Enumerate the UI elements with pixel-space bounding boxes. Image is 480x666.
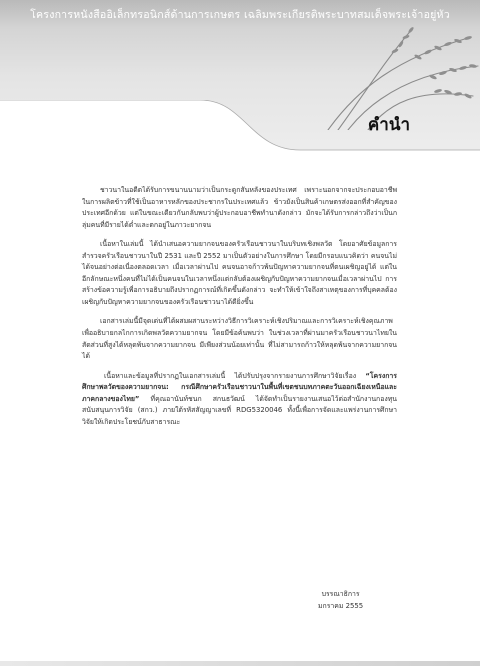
paragraph-4-details: ที่คุณอานันท์ชนก สกนธวัฒน์ ได้จัดทำเป็นรายงานเสนอไว้ต่อสำนักงานกองทุนสนับสนุนการวิจัย (สกว.) ภายใต้รหัสสัญญาเลขที่ RDG5320046 ทั้งนี้เพื่อการจัดและแพร่งานการศึกษาวิจัยให้เกิดประโยชน์กับสาธารณะ — [82, 394, 397, 426]
signature-name: บรรณาธิการ — [321, 590, 360, 598]
paragraph-4-intro: เนื้อหาและข้อมูลที่ปรากฏในเอกสารเล่มนี้ ได้ปรับปรุงจากรายงานการศึกษาวิจัยเรื่อง — [104, 371, 357, 380]
preface-paragraph-2: เนื้อหาในเล่มนี้ ได้นำเสนอความยากจนของครัวเรือนชาวนาในบริบทเชิงพลวัต โดยอาศัยข้อมูลการสำรวจครัวเรือนชาวนาในปี 2531 และปี 2552 มาเป็นตัวอย่างในการศึกษา โดยมีกรอบแนวคิดว่า คนจนไม่ได้จนอย่างต่อเนื่องตลอดเวลา เมื่อเวลาผ่านไป คนจนอาจก้าวพ้นปัญหาความยากจนที่ตนเผชิญอยู่ได้ แต่ในอีกลักษณะหนึ่งคนที่ไม่ได้เป็นคนจนในเวลาหนึ่งแต่กลับต้องเผชิญกับปัญหาความยากจนเมื่อเวลาผ่านไป การสร้างข้อความรู้เพื่อการอธิบายถึงปรากฏการณ์ที่เกิดขึ้นดังกล่าว จะทำให้เข้าใจถึงสาเหตุของการที่บุคคลต้องเผชิญกับปัญหาความยากจนของครัวเรือนชาวนาได้ดียิ่งขึ้น — [82, 240, 397, 306]
preface-paragraph-3: เอกสารเล่มนี้มีจุดเด่นที่ได้ผสมผสานระหว่างวิธีการวิเคราะห์เชิงปริมาณและการวิเคราะห์เชิงคุณภาพ เพื่ออธิบายกลไกการเกิดพลวัตความยากจน โดยมีข้อค้นพบว่า ในช่วงเวลาที่ผ่านมาครัวเรือนชาวนาไทยในสัดส่วนที่สูงได้หลุดพ้นจากความยากจน มีเพียงส่วนน้อยเท่านั้น ที่ไม่สามารถก้าวให้หลุดพ้นจากความยากจนได้ — [82, 317, 397, 361]
page-heading: คำนำ — [367, 115, 410, 135]
preface-paragraph-4 — [82, 371, 397, 429]
preface-body — [82, 185, 397, 436]
signature-date: มกราคม 2555 — [318, 601, 364, 610]
series-title: โครงการหนังสืออิเล็กทรอนิกส์ด้านการเกษตร เฉลิมพระเกียรติพระบาทสมเด็จพระเจ้าอยู่หัว — [30, 9, 450, 21]
signature-block — [318, 589, 363, 612]
research-title: “โครงการศึกษาพลวัตของความยากจน: กรณีศึกษาครัวเรือนชาวนาในพื้นที่เขตชนบทภาคตะวันออกเฉียงเหนือและภาคกลางของไทย” — [82, 371, 397, 403]
preface-paragraph-1: ชาวนาในอดีตได้รับการขนานนามว่าเป็นกระดูกสันหลังของประเทศ เพราะนอกจากจะประกอบอาชีพในการผลิตข้าวที่ใช้เป็นอาหารหลักของประชากรในประเทศแล้ว ข้าวยังเป็นสินค้าเกษตรส่งออกที่สำคัญของประเทศอีกด้วย แต่ในขณะเดียวกันกลับพบว่าผู้ประกอบอาชีพทำนาดังกล่าว มักจะได้รับการกล่าวถึงว่าเป็นกลุ่มคนที่มีรายได้ต่ำและตกอยู่ในภาวะยากจน — [82, 186, 397, 229]
footer-strip — [0, 661, 480, 666]
